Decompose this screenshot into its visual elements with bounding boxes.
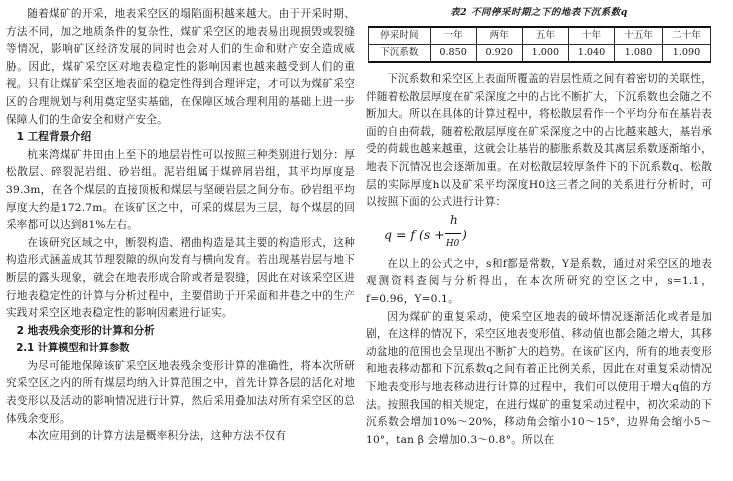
table-header-cell: 两年 (476, 27, 522, 45)
table-header-cell: 二十年 (663, 27, 711, 45)
right-body (366, 71, 712, 449)
model-paragraph: 为尽可能地保障该矿采空区地表残余变形计算的准确性，将本次所研究采空区之内的所有煤层均纳入计算范围之中，首先计算各层的活化对地表变形以及活动的影响情况进行计算，然后采用叠加法对所有采空区的总体残余变形。 (6, 359, 355, 425)
intro-paragraph: 随着煤矿的开采，地表采空区的塌陷面积越来越大。由于开采时期、方法不同，加之地质条件的复杂性，煤矿采空区的地表易出现损毁或裂缝等情况，影响矿区经济发展的同时也会对人们的生命和财产安全造成威胁。因此，煤矿采空区对地表稳定性的影响因素也越来越受到人们的重视。只有让煤矿采空区地表面的稳定性得到合理评定，才可以为煤矿采空区的合理规划与利用奠定坚实基础，在保障区域合理利用的基础上进一步保障人们的生命安全和财产安全。 (6, 8, 355, 126)
subsidence-coefficient-table (368, 26, 711, 63)
repeated-mining-paragraph: 因为煤矿的重复采动，使采空区地表的破坏情况逐渐活化或者是加剧，在这样的情况下，采空区地表变形值、移动值也都会随之增大，其移动盆地的范围也会呈现出不断扩大的趋势。在该矿区内，所有的地表变形和地表移动都和下沉系数q之间有着正比例关系，因此在对重复采动情况下地表变形与地表移动进行计算的过程中，我们可以使用于增大q值的方法。按照我国的相关规定，在进行煤矿的重复采动过程中，初次采动的下沉系数会增加10%～20%，移动角会缩小10～15°，边界角会缩小5～10°，tan β 会增加0.3～0.8°。所以在 (366, 310, 712, 446)
formula-lhs: q = f (s + (384, 226, 445, 242)
table-header-row (369, 27, 711, 45)
table-header-cell: 五年 (522, 27, 568, 45)
right-column (366, 6, 712, 449)
table-row (369, 45, 711, 63)
table-cell: 0.920 (476, 45, 522, 63)
constants-paragraph: 在以上的公式之中，s和f都是常数，Y是系数，通过对采空区的地表观测资料查阅与分析得出，在本次所研究的空区之中，s=1.1，f=0.96，Y=0.1。 (366, 257, 712, 305)
structure-paragraph: 在该研究区域之中，断裂构造、褶曲构造是其主要的构造形式，这种构造形式涵盖成其节理裂隙的纵向发育与横向发育。若出现基岩层与地下断层的露头现象，就会在地表形成合阶或者是裂缝，因此在对该采空区进行地表稳定性的计算与分析过程中，主要借助于开采面和井巷之中的生产实践对采空区地表稳定性的影响因素进行证实。 (6, 236, 355, 320)
table-cell: 下沉系数 (369, 45, 431, 63)
formula (366, 212, 712, 256)
section-heading-1: 1 工程背景介绍 (16, 131, 92, 144)
method-paragraph: 本次应用到的计算方法是概率积分法，这种方法不仅有 (27, 430, 287, 443)
coefficient-paragraph: 下沉系数和采空区上表面所覆盖的岩层性质之间有着密切的关联性，伴随着松散层厚度在矿采深度之中的占比不断扩大，下沉系数也会随之不断加大。所以在具体的计算过程中，将松散层看作一个平均分布在基岩表面的自由荷载，随着松散层厚度在矿采深度之中的占比越来越大，基岩承受的荷载也越来越重，这就会让基岩的膨胀系数及其离层系数逐渐缩小，地表下沉情况也会逐渐加重。在对松散层较厚条件下的下沉系数q、松散层的实际厚度h以及矿采平均深度H0这三者之间的关系进行分析时，可以按照下面的公式进行计算： (366, 73, 712, 209)
table-cell: 1.000 (522, 45, 568, 63)
table-header-cell: 十年 (568, 27, 614, 45)
formula-denominator: H0 (446, 238, 460, 249)
formula-rhs: ) (462, 226, 467, 242)
table-header-cell: 十五年 (615, 27, 663, 45)
left-column (6, 6, 355, 446)
geology-paragraph: 杭来湾煤矿井田由上至下的地层岩性可以按照三种类别进行划分：厚松散层、碎裂泥岩组、砂岩组。泥岩组属于煤碎屑岩组，其平均厚度是39.3m，在各个煤层的直接顶板和煤层与坚硬岩层之间分布。砂岩组平均厚度大约是172.7m。在该矿区之中，可采的煤层为三层，每个煤层的回采率都可以达到81%左右。 (6, 148, 355, 232)
table-header-cell: 停采时间 (369, 27, 431, 45)
table-cell: 1.080 (615, 45, 663, 63)
formula-numerator: h (450, 212, 458, 227)
table-cell: 1.040 (568, 45, 614, 63)
table-cell: 0.850 (430, 45, 476, 63)
subsection-heading-2-1: 2.1 计算模型和计算参数 (16, 343, 130, 355)
formula-fraction-bar (445, 233, 461, 234)
section-heading-2: 2 地表残余变形的计算和分析 (16, 324, 155, 337)
table-cell: 1.090 (663, 45, 711, 63)
table-header-cell: 一年 (430, 27, 476, 45)
table-title: 表2 不同停采时期之下的地表下沉系数q (450, 7, 628, 18)
